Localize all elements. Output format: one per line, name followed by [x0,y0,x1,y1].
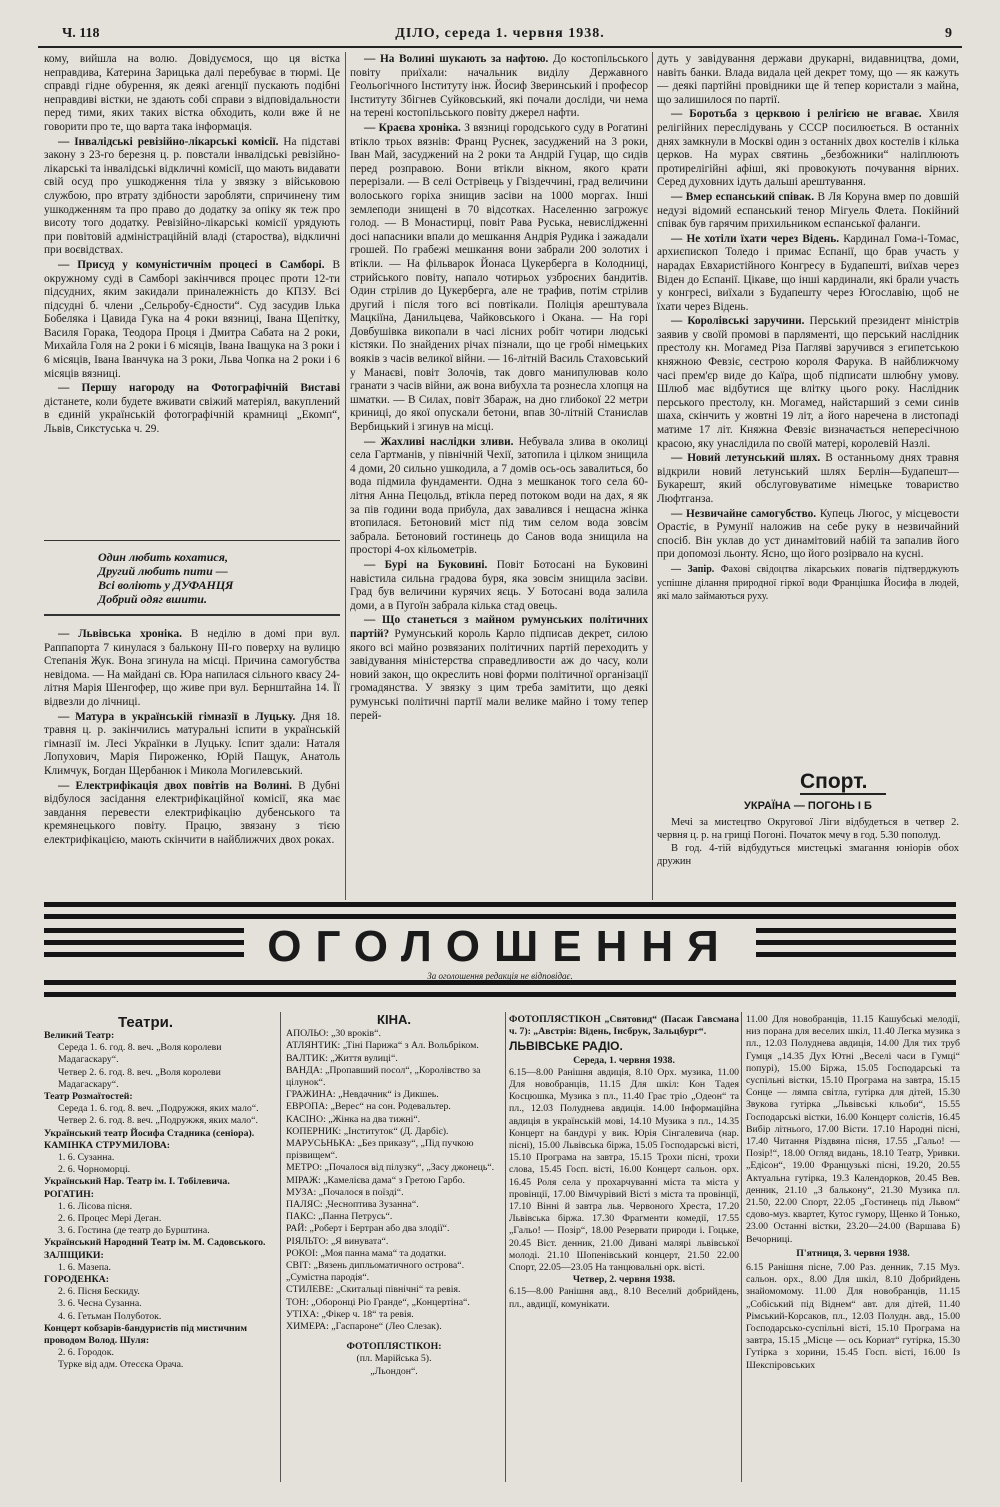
cinema-listing: РОКОІ: „Моя панна мама“ та додатки. [286,1247,447,1259]
cinema-listing: МУЗА: „Почалося в поїзді“. [286,1186,404,1198]
cinema-listing: ХИМЕРА: „Гаспароне“ (Лео Слезак). [286,1321,442,1333]
column-2-article [350,614,648,723]
theatre-venue: ЗАЛІЩИКИ: [44,1249,104,1261]
article-headline: — Краєва хроніка. [364,121,461,134]
radio-programme: 6.15—8.00 Ранішня авд., 8.10 Веселий добрийдень, пл., авдиції, комунікати. [509,1286,739,1310]
column-divider [652,52,653,900]
fotoplastikon-address: (пл. Марійська 5). [356,1353,432,1365]
theatre-performance: 1. 6. Лісова пісня. [58,1200,133,1212]
fotoplastikon-svyatovyd: ФОТОПЛЯСТІКОН „Святовид“ (Пасаж Гавсмана ч. 7): „Австрія: Відень, Інсбрук, Зальцбург“. [509,1014,739,1038]
article-body: На підставі закону з 23-го березня ц. р. повстали інвалідські ревізійно-лікарські та інвалідські відкличні комісії, що мають видавати свій осуд про ушкодження тіла у звязку з військовою службою, про втрату здібности заробляти, спричинену тим ушкодженням та про право до додатку за опіку як теж про висоту того додатку. Ревізійно-лікарські комісії урядують при повітовій адміністраційній владі (староства), відкличні при воєвідствах. [44,135,340,257]
header-rule [38,46,962,48]
article-headline: — Електрифікація двох повітів на Волині. [58,779,292,792]
ad-line: Всі воліють у ДУФАНЦЯ [98,578,234,592]
article-body: В неділю в домі при вул. Раппапорта 7 кинулася з балькону III-го поверху на вулицю Степанія Жук. Вона згинула на місці. Причина самогубства невідома. — На майдані св. Юра напилася сільного квасу 24-літня Марія Шенгофер, що живе при вул. Бернштайна 14. Її відвезли до лічниці. [44,628,340,708]
column-2-article [350,559,648,613]
theatre-performance: 2. 6. Пісня Бескиду. [58,1286,140,1298]
article-headline: — Королівські заручини. [671,315,805,328]
theatre-performance: 3. 6. Гостина (де театр до Бурштина. [58,1225,210,1237]
page-number: 9 [945,26,952,41]
ad-line: Добрий одяг вшити. [98,592,207,606]
announcements-title: ОГОЛОШЕННЯ [267,922,733,971]
cinema-listing: СТИЛЕВЕ: „Скитальці північні“ та ревія. [286,1284,461,1296]
article-body: До костопільського повіту приїхали: начальник виділу Державного Геольогічного Інституту інж. Йосиф Зверинський і професор Інституту Збігнев Суйковський, які почали досліди, чи нема на терені костопільського повіту джерел нафти. [350,53,648,120]
issue-number: Ч. 118 [62,26,100,41]
article-body: Небувала злива в околиці села Гартманів, у північній Чехії, затопила і цілком знищила 4 доми, 20 сильно ушкодила, а 7 домів ось-ось завалиться, бо вода підмила фундаменти. Одна з мешканок того села 60-літня Анна Пецольд, втікла перед потоком води на дах, я як за пів години вода прибула, дах завалився і нещасна жінка втопилася. Бетоновий міст під тим селом вода зовсім забрала. Бетоновий гостинець до Санов вода знищила на просторі 4-ох кільометрів. [350,435,648,557]
cinema-listing: УТІХА: „Фікер ч. 18“ та ревія. [286,1308,414,1320]
theatre-venue: ГОРОДЕНКА: [44,1274,110,1286]
column-1b-article [44,628,340,710]
cinema-listing: КАСІНО: „Жінка на два тижні“. [286,1113,421,1125]
theatre-performance: Четвер 2. 6. год. 8. веч. „Воля королеви Мадагаскару“. [58,1066,221,1090]
ad-line: Один любить кохатися, [98,550,228,564]
column-3-article [657,452,959,506]
column-3-article [657,315,959,451]
theatre-venue: Український Народний Театр ім. М. Садовського. [44,1237,266,1249]
cinema-listing: ВАНДА: „Пропавший посол“, „Королівство за цілунок“. [286,1064,481,1089]
article-headline: — Не хотіли їхати через Відень. [671,232,840,245]
sport-paragraph: Мечі за мистецтво Округової Ліги відбудеться в четвер 2. червня ц. р. на грищі Погоні. Початок мечу в год. 5.30 пополуд. [657,817,959,841]
article-body: Повіт Ботосані на Буковині навістила сильна градова буря, яка зовсім знищила засіви. Град був величини курячих яєць. У Ботосані вода залила доми, а в Пугоїн забрала кілька стад овець. [350,558,648,612]
theatre-venue: КАМІНКА СТРУМИЛОВА: [44,1139,171,1151]
cinema-listing: РАЙ: „Роберт і Бертран або два злодії“. [286,1223,450,1235]
article-headline: — Львівська хроніка. [58,628,183,640]
article-body: В Ля Коруна вмер по довшій недузі відомий еспанський тенор Мігуель Флета. Покійний співак був гарячим прихильником еспанської фаланги. [657,190,959,231]
cinema-listing: ГРАЖИНА: „Невдачник“ із Дикшеь. [286,1089,439,1101]
cinema-listing: АТЛЯНТИК: „Тіні Парижа“ з Ал. Вольбріком. [286,1040,479,1052]
radio-day: Четвер, 2. червня 1938. [572,1274,676,1286]
article-headline: — Запір. [671,563,715,575]
column-1b-article [44,780,340,848]
article-headline: — На Волині шукають за нафтою. [364,53,549,65]
article-body: Купець Люгос, у місцевости Орастіє, в Румунії наложив на себе руку в незвичайний спосіб. Він уклав до уст динамітовий набій та запалив його при допомозі льонту. Ясно, що його розірвало на куснi. [657,507,959,561]
column-2-article [350,122,648,435]
column-1-article [44,53,340,135]
theatre-performance: 2. 6. Городок. [58,1347,114,1359]
article-headline: — Вмер еспанський співак. [671,190,815,203]
theatre-venue: Концерт кобзарів-бандуристів під мистичним проводом Волод. Шуля: [44,1322,247,1347]
radio-day: П'ятниця, 3. червня 1938. [796,1247,910,1259]
dufanets-ad [44,550,340,606]
theatres-heading: Театри. [118,1014,173,1031]
column-1-article [44,136,340,258]
article-body: дістанете, коли будете вживати свіжий матеріял, вакуплений в єдиній українській фотографічній крамниці „Екомп“, Львів, Сикстуська ч. 29. [44,395,340,436]
column-1-articles [44,53,340,533]
fotoplastikon-show: „Льондон“. [370,1365,418,1377]
cinema-listing: РІЯЛЬТО: „Я винувата“. [286,1235,389,1247]
radio-programme: 11.00 Для новобранців, 11.15 Кашубські мелодії, низ порана для веселих шкіл, 11.40 Легка музика з пл., 12.03 Полуднева авдиція, 14.00 Для тих труб Гумця „14.35 Дух Ютні „Веселі часи в Гумці“ попурі), 15.00 Біржа, 15.05 Господарські та суспільні вістки, 15.10 Програма на завтра, 15.15 Сонце — лямпа світла, гутірка для дітей, 15.30 Звукова гутірка „Львівські кльоби“, 15.55 Господарські вістки, 16.00 Концерт солістів, 16.45 Вибір літнього, 17.00 Вісти. 17.10 Народні пісні, 17.40 Читання Різдвяна пісня, 17.55 „Гальо! — Позір!“, 18.00 Огляд видань, 18.10 Театр, Уривки. „Едісон“, 19.00 Французькі пісні, 19.20, 20.55 Актуальна гутірка, 19.3 Календорков, 20.45 Вев. денник, 21.10 „З балькону“, 21.30 Музика пл. 21.50, 22.00 Спорт, 22.05 „Гостинець під Львом“ сдово-муз. квартет, Кутос гумору, Щенко й Тонько, 23.00 Останні вістки, 23.20—24.00 (Варшава Б) Вечорниці. [746,1014,960,1245]
cinema-listing: ТОН: „Оборонці Ріо Гранде“, „Концертіна“. [286,1296,470,1308]
article-body: З вязниці городського суду в Рогатині втікло трьох вязнів: Франц Руснек, засуджений на 3 роки, Іван Май, засуджений на 2 роки та Андрій Гуцар, що сидів перед розправою. Вони втікли вікном, якого крати перерізали. — В селі Острівець у Гвіздеччині, град величини волоського горіха знищив засіви на 1000 моргах. Інші землеподи знищені в 70 відсотках. Населенню загрожує голод. — В Монастирці, повіт Рава Руська, невислідженні досі напасники впали до мешкання Андрія Рудика і зажадали грошей. По грабежі мешкання вони забрали 200 золотих і втікли. — На фільварок Йонаса Цукерберга в Колодниці, стрийського повіту, напало чотирьох узброєних бандитів. Один стрілив до Цукерберга, але не трафив, потім стрілив другий і після того всі повтікали. Поліція арештувала Мацкіїна, Данильцева, Чайковського і Окана. — На горі Довбушівка викопали в часі лісних робіт чотири людські кістяки. По знайдених річах пізнали, що це гробі німецьких вояків з часів великої війни. — 16-літній Василь Стаховський у Манаєві, повіт Золочів, так довго манипулював коло гранати з часів війни, аж вона вибухла та рознесла хлопця на шматки. — В Силах, повіт Збараж, на дно глибокої 22 метри криниці, до якої опускали бетони, впав 30-літній Станислав Вербицький і згинув на місці. [350,121,648,434]
theatre-venue: Український театр Йосифа Стадника (сеніора). [44,1127,255,1139]
sport-heading: Спорт. [800,770,868,793]
column-3-article [657,108,959,190]
article-body: В окружному суді в Самборі закінчився процес проти 12-ти підсудних, яким закидали приналежність до КПЗУ. Всі підсудні б. члени „Сельробу-Єдности“. Суд засудив Ілька Бобеляка і Цавида Гука на 4 роки вязниці, Івана Щепітку, Василя Горака, Теодора Проця і Дмитра Сабата на 2 роки, Михайла Голя на 2 роки і 6 місяців, Івана Іващука на 3 роки і 6 місяців, Івана Іванчука на 3 роки, Льва Чопка на 2 роки і 6 місяців вязниці. [44,258,340,380]
cinema-list [286,1028,502,1333]
listing-divider [280,1012,281,1482]
cinema-listing: ЕВРОПА: „Верес“ на сон. Родевальтер. [286,1101,451,1113]
cinema-listing: МІРАЖ: „Камелієва дама“ з Гретою Гарбо. [286,1174,465,1186]
article-headline: — Першу нагороду на Фотографічній Виставі [58,382,340,395]
column-3-articles [657,53,959,765]
column-3-article [657,563,959,604]
theatre-performance: Четвер 2. 6. год. 8. веч. „Подружжя, яких мало“. [58,1115,258,1127]
article-headline: — Інвалідські ревізійно-лікарські комісії. [58,135,279,148]
ad-rule-top [44,540,340,541]
cinema-listing: ВАЛТИК: „Життя вулиці“. [286,1052,398,1064]
article-body: Перський президент міністрів заявив у своїй промові в парляменті, що перський наслідник престолу кн. Могамед Різа Пагляві заручився з египетською княжною Февзіє, сестрою короля Фарука. В найближчому часі прем'єр виде до Каїра, щоб підписати шлюбну умову. Шлюб має відбутися ще влітку цього року. Наслідник перського престолу, кн. Могамед, найстарший з семи синів шаха, скінчить у жовтні 19 літ, а його наречена в листопаді матиме 17 літ. Княжна Февзіє визначається непересічною красою, яку унаслідила по своїй матері, королевій Назлі. [657,315,959,450]
column-2-article [350,436,648,558]
theatre-performance: 4. 6. Гетьман Полуботок. [58,1310,162,1322]
cinema-listing: ПАЛЯС: „Чесноптива Зузанна“. [286,1199,419,1211]
article-headline: — Матура в українській гімназії в Луцьку. [58,710,296,723]
radio-section [509,1014,739,1484]
listing-divider [741,1012,742,1482]
column-1-article [44,382,340,436]
cinema-listing: СВІТ: „Вязень дипльоматичного острова“. „Сумістна пародія“. [286,1260,465,1284]
ad-rule-bottom [44,614,340,616]
article-headline: — Бурі на Буковині. [364,558,488,571]
column-3-article [657,53,959,107]
radio-day: Середа, 1. червня 1938. [573,1054,675,1066]
theatres-list [44,1030,276,1470]
article-headline: — Присуд у комуністичнім процесі в Самборі. [58,258,325,271]
theatre-performance: 1. 6. Сузанна. [58,1152,115,1164]
cinema-listing: ПАКС: „Панна Петрусь“. [286,1211,393,1223]
theatre-venue: Театр Розмаїтостей: [44,1091,133,1103]
cinema-heading: КІНА. [377,1014,411,1027]
announcements-disclaimer: За оголошення редакція не відповідає. [427,971,573,981]
column-2-article [350,53,648,121]
article-body: дуть у завідування держави друкарні, видавництва, доми, навіть банки. Влада видала цей декрет тому, що — як кажуть — деякі партійні провідники ще й тепер користали з майна, що залишилося по партії. [657,53,959,106]
article-body: Румунський король Карло підписав декрет, силою якого всі майно розвязаних політичних партій переходить у завідування міністерства справедливости аж до часу, коли новий закон, що окреслить нові форми політичної організації громадянства. У звязку з цим треба замітити, що деякі румунські політичні партії мали велике майно і тому тепер перей- [350,627,648,722]
article-headline: — Незвичайне самогубство. [671,507,817,520]
theatre-performance: 2. 6. Чорноморці. [58,1164,131,1176]
column-divider [345,52,346,900]
column-2-articles [350,53,648,899]
theatre-performance: 2. 6. Процес Мері Деган. [58,1213,162,1225]
sport-text [657,816,959,868]
theatre-venue: Український Нар. Театр ім. І. Тобілевича. [44,1176,230,1188]
radio-heading: ЛЬВІВСЬКЕ РАДІО. [509,1039,623,1054]
theatre-venue: Великий Театр: [44,1030,115,1041]
cinema-listing: АПОЛЬО: „30 вроків“. [286,1028,381,1040]
column-3-article [657,233,959,315]
article-body: Кардинал Гома-і-Томас, архиєпископ Толедо і примас Еспанії, що брав участь у нарадах Евхаристійного Конгресу в Будапешті, виїхав через Віден до Еспанії. Цікаве, що інші кардинали, які брали участь у конгресі, виїхали з Будапешту через Югославію, щоб не їхати через Відень. [657,232,959,313]
radio-programme: 6.15 Ранішня піснe, 7.00 Раз. денник, 7.15 Муз. сальон. орх., 8.00 Для шкіл, 8.10 Добрийдень знайомомому. 11.00 Для новобранців, 11.15 „Собіський під Віднем“ авт. для дітей, 11.40 Рімський-Корсаков, пл., 12.03 Полудн. авд., 15.00 Господарсько-суспільні вісті, 15.10 Програма на завтра, 15.15 „Місце — ось Кориат“ гутірка, 15.30 Гутірка з хорини, 15.45 Госп. вісті, 16.00 Із Шекспіровських [746,1262,960,1371]
article-headline: — Жахливі наслідки зливи. [364,435,514,448]
article-body: кому, вийшла на волю. Довідуємося, що ця вістка неправдива, Катерина Зарицька далі перебуває в тюрмі. Це справді гідне обурення, як деякі агенції пускають подібні неправдиві вістки, не здають собі справи з відповідальности перед тими, яких таких вістка обходить, коли вже й не говорити про те, що варта така інформація. [44,53,340,133]
sport-paragraph: В год. 4-тій відбудуться мистецькі змагання юніорів обох дружин [657,843,959,867]
column-3-article [657,191,959,232]
article-headline: — Новий летунський шлях. [671,452,821,465]
sport-match-title: УКРАЇНА — ПОГОНЬ І Б [744,800,872,812]
article-body: Хвиля релігійних переслідувань у СССР посилюється. В останніх днях замкнули в Москві один з останніх двох костелів і кілька церков. На мурах святинь „безбожники“ наліплюють протирелігійні афіші, які провокують почування вірних. Серед духовних ідуть дальші арештування. [657,108,959,189]
cinema-listing: КОПЕРНИК: „Інституток“ (Д. Дарбіє). [286,1125,449,1137]
theatre-performance: 3. 6. Чесна Сузанна. [58,1298,142,1310]
cinema-listing: МЕТРО: „Почалося від пілузку“, „Засу джонець“. [286,1162,495,1174]
theatre-performance: Турке від адм. Отесєка Орача. [58,1359,184,1371]
article-body: Дня 18. травня ц. р. закінчились матуральні іспити в українській гімназії ім. Лесі Українки в Луцьку. Іспит здали: Наталя Лопухович, Марія Пироженко, Юрій Пащук, Анатоль Климчук, Богдан Щербанюк і Микола Могилевський. [44,710,340,777]
cinema-section [286,1014,502,1474]
article-body: В Дубні відбулося засідання електрифікаційної комісії, яка має завдання перевести електрифікацію дубенського та кремянецького повіту. Працю, звязану з тією електрифікацією, мають скінчити в найближчих двох роках. [44,779,340,846]
page-header [38,22,962,48]
fotoplastikon-heading: ФОТОПЛЯСТІКОН: [346,1341,442,1353]
radio-programme: 6.15—8.00 Ранішня авдиція, 8.10 Орх. музика, 11.00 Для новобранців, 11.15 Для шкіл: Кон Тадея Косцюшка, Музика з пл., 11.40 Грає тріо „Одеон“ та пл., 12.03 Полуднева авдиція. 14.00 Інформаційна авдиція в українській мові, 14.10 Музика з пл., 14.35 Концерт на бандурі у вик. Юрія Сінгалевича (нар. пісні), 15.00 Львівська біржа, 15.05 Господарські вісті, 15.10 Програма на завтра, 15.15 Трохи пісні, трохи слова, 15.45 Госп. вісті, 16.00 Концерт сальон. орх. 16.45 Роля села у прохарчуванні міста та міста у провінції, 17.00 Вімчурівий Вісті з міста та провінції, 17.10 Вінні й завтра льв. Червоного Хреста, 17.20 Львівська біржа. 17.30 Фрагменти комедії, 17.55 „Гальо! — Позір“, 18.00 Резервати природи і. Гоцьке, 20.45 Віст. денник, 21.00 Дивані малярі львівської молоді. 21.10 Шопенівський концерт, 21.50 22.00 Спорт, 22.05—23.05 На танцювальні орк. вісті. [509,1066,739,1274]
sport-heading-rule [800,793,886,795]
column-1b-article [44,711,340,779]
article-body: В останньому днях травня відкрили новий летунський шлях Берлін—Будапешт—Букарешт, який обслуговуватиме німецьке товариство Люфтганза. [657,452,959,505]
theatre-venue: РОГАТИН: [44,1188,94,1200]
theatre-performance: Середа 1. 6. год. 8. веч. „Воля королеви Мадагаскару“. [58,1042,222,1066]
masthead: ДІЛО, середа 1. червня 1938. [395,26,605,41]
column-1-article [44,259,340,381]
listing-divider [505,1012,506,1482]
radio-section-continued [746,1014,960,1484]
cinema-listing: МАРУСЬНЬКА: „Без приказу“, „Під пучкою прізвищем“. [286,1138,474,1162]
article-headline: — Боротьба з церквою і релігією не вгаває. [671,108,922,121]
article-headline: — Що станеться з майном румунських політичних партій? [350,614,648,640]
theatre-performance: Середа 1. 6. год. 8. веч. „Подружжя, яких мало“. [58,1103,259,1115]
column-3-article [657,508,959,562]
column-1-chronicle [44,628,340,898]
theatre-performance: 1. 6. Мазепа. [58,1261,111,1273]
ad-line: Другий любить пити — [98,564,228,578]
article-body: Фахові свідоцтва лікарських повагів підтверджують успішне ділання природної гіркої води Францішка Йосифа в людей, які мало займаються руху. [657,563,959,603]
